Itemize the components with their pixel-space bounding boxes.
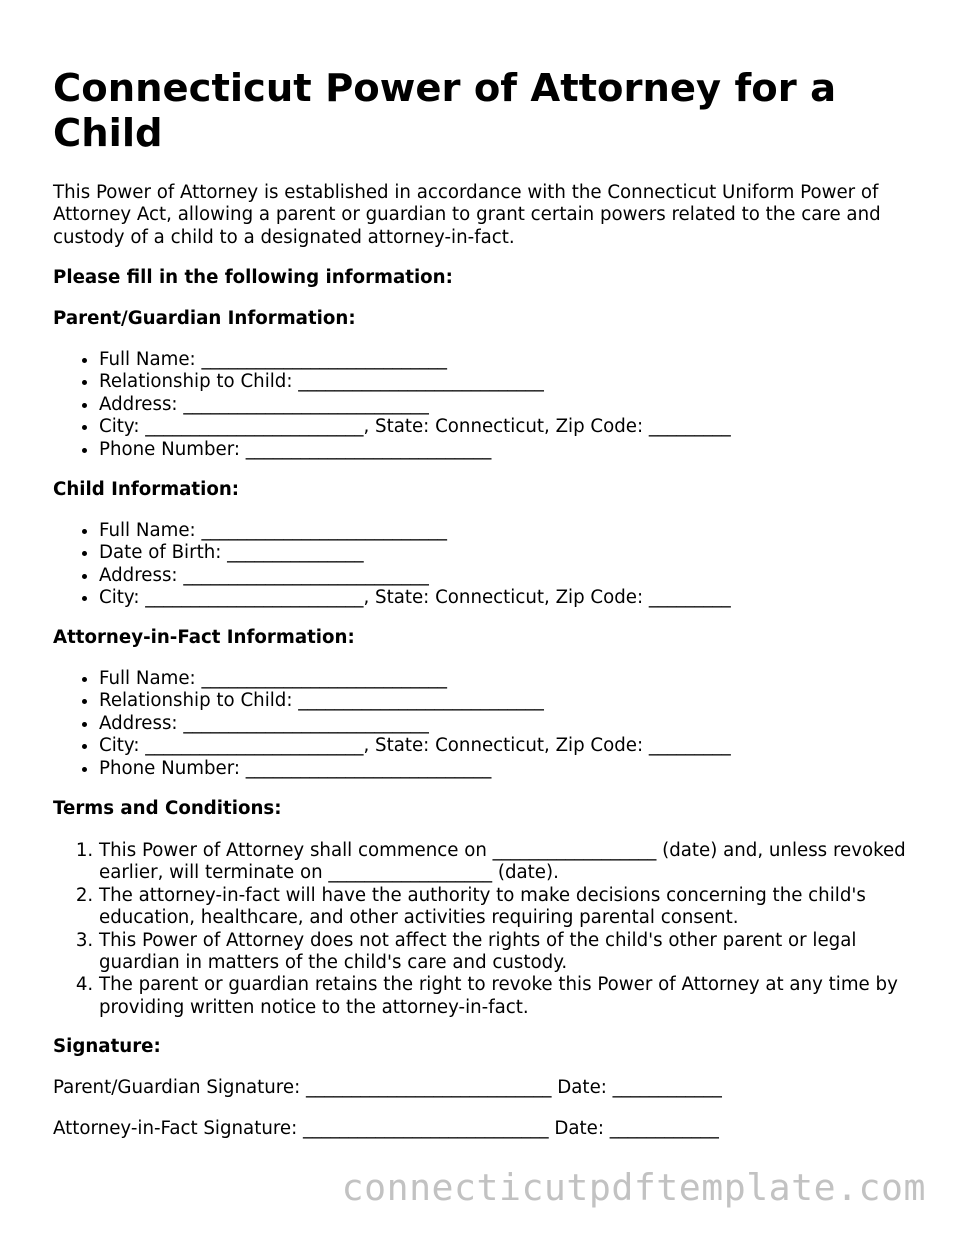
child-section-heading: Child Information: <box>53 479 240 500</box>
terms-list <box>53 840 939 1019</box>
child-address-field[interactable]: • Address: ___________________________ <box>99 565 939 587</box>
parent-signature-line[interactable]: Parent/Guardian Signature: ___________________________ Date: ____________ <box>53 1077 722 1098</box>
attorney-phone-field[interactable]: • Phone Number: ___________________________ <box>99 758 939 780</box>
child-city-state-zip-field[interactable]: • City: ________________________, State: Connecticut, Zip Code: _________ <box>99 587 939 609</box>
child-info-list <box>53 520 939 610</box>
term-item-revocation: 4. The parent or guardian retains the right to revoke this Power of Attorney at any time by providing written notice to the attorney-in-fact. <box>99 974 939 1019</box>
terms-section-heading: Terms and Conditions: <box>53 798 282 819</box>
page-title: Connecticut Power of Attorney for a Child <box>53 66 837 156</box>
parent-info-list <box>53 349 939 461</box>
instructions-heading: Please fill in the following information: <box>53 267 453 288</box>
attorney-relationship-field[interactable]: • Relationship to Child: ___________________________ <box>99 690 939 712</box>
attorney-section-heading: Attorney-in-Fact Information: <box>53 627 355 648</box>
term-item-commencement[interactable]: 1. This Power of Attorney shall commence on __________________ (date) and, unless revoked earlier, will terminate on __________________ (date). <box>99 840 939 885</box>
parent-relationship-field[interactable]: • Relationship to Child: ___________________________ <box>99 371 939 393</box>
child-date-of-birth-field[interactable]: • Date of Birth: _______________ <box>99 542 939 564</box>
parent-phone-field[interactable]: • Phone Number: ___________________________ <box>99 439 939 461</box>
attorney-address-field[interactable]: • Address: ___________________________ <box>99 713 939 735</box>
parent-full-name-field[interactable]: • Full Name: ___________________________ <box>99 349 939 371</box>
term-item-authority: 2. The attorney-in-fact will have the authority to make decisions concerning the child's education, healthcare, and other activities requiring parental consent. <box>99 885 939 930</box>
parent-address-field[interactable]: • Address: ___________________________ <box>99 394 939 416</box>
parent-city-state-zip-field[interactable]: • City: ________________________, State: Connecticut, Zip Code: _________ <box>99 416 939 438</box>
attorney-full-name-field[interactable]: • Full Name: ___________________________ <box>99 668 939 690</box>
watermark-text: connecticutpdftemplate.com <box>341 1166 926 1209</box>
parent-section-heading: Parent/Guardian Information: <box>53 308 356 329</box>
signature-section-heading: Signature: <box>53 1036 161 1057</box>
attorney-signature-line[interactable]: Attorney-in-Fact Signature: ___________________________ Date: ____________ <box>53 1118 719 1139</box>
term-item-other-parent-rights: 3. This Power of Attorney does not affect the rights of the child's other parent or legal guardian in matters of the child's care and custody. <box>99 930 939 975</box>
attorney-city-state-zip-field[interactable]: • City: ________________________, State: Connecticut, Zip Code: _________ <box>99 735 939 757</box>
attorney-info-list <box>53 668 939 780</box>
child-full-name-field[interactable]: • Full Name: ___________________________ <box>99 520 939 542</box>
intro-paragraph: This Power of Attorney is established in accordance with the Connecticut Uniform Power of Attorney Act, allowing a parent or guardian to grant certain powers related to the care and custody of a child to a designated attorney-in-fact. <box>53 182 881 248</box>
